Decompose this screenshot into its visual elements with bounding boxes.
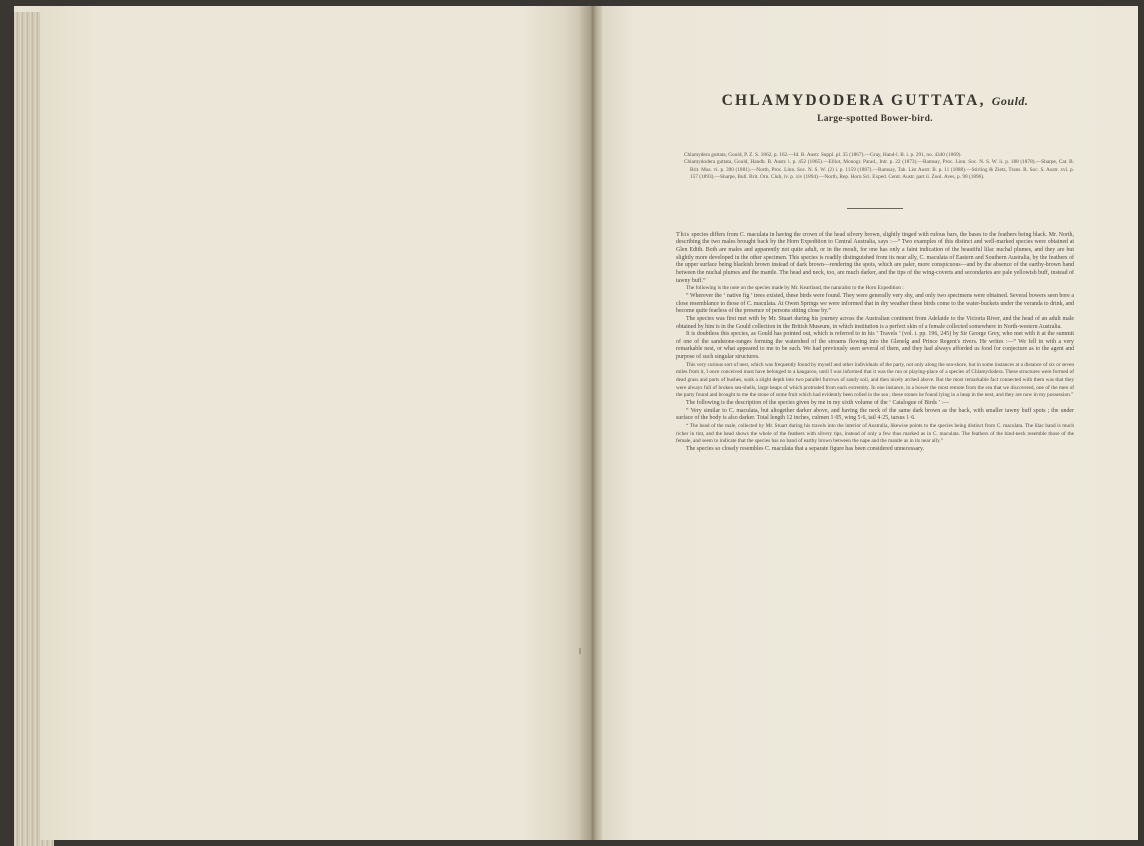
species-title bbox=[676, 92, 1074, 110]
paragraph bbox=[676, 231, 1074, 286]
species-name: CHLAMYDODERA GUTTATA, bbox=[721, 92, 986, 109]
paragraph: This very curious sort of nest, which was frequently found by myself and other individuals of the party, not only along the sea-shore, but in some instances at a distance of six or seven miles from it, I once conceived must have belonged to a kangaroo, until I was informed that it was the run or playing-place of a species of Chlamydodera. These structures were formed of dead grass and parts of bushes, sunk a slight depth into two parallel furrows of sandy soil, and then nicely arched above. But the most remarkable fact connected with them was that they were always full of broken sea-shells, large heaps of which protruded from each extremity. In one instance, in a bower the most remote from the sea that we discovered, one of the men of the party found and brought to me the stone of some fruit which had evidently been rolled in the sea ; these stones he found lying in a heap in the nest, and they are now in my possession.” bbox=[676, 361, 1075, 399]
paragraph: “ The head of the male, collected by Mr. Stuart during his travels into the interior of Australia, likewise points to the species being distinct from C. maculata. The lilac band is much richer in tint, and the head shows the whole of the feathers with silvery tips, instead of only a few thus marked as in C. maculata. The feathers of the hind-neck resemble those of the female, and seem to indicate that the species has no band of earthy brown between the nape and the mantle as in its near ally.” bbox=[676, 423, 1074, 445]
paragraph: The species so closely resembles C. maculata that a separate figure has been considered unnecessary. bbox=[686, 446, 925, 452]
paragraph: “ Wherever the ‘ native fig ’ trees existed, these birds were found. They were generally very shy, and only two specimens were obtained. Several bowers seen bore a close resemblance to those of C. maculata. At Owen Springs we were informed that in dry weather these birds come to the water-buckets under the veranda to drink, and become quite fearless of the presence of persons sitting close by.” bbox=[676, 292, 1074, 315]
book-gutter bbox=[580, 6, 604, 840]
synonymy-entry: Chlamydera guttata, Gould, P. Z. S. 1862, p. 162.—Id. B. Austr. Suppl. pl. 35 (1867).—Gray, Hand-l. B. i. p. 291, no. 4340 (1869). bbox=[684, 152, 962, 158]
synonymy-block bbox=[676, 152, 1074, 182]
paragraph: The following is the note on the species made by Mr. Keartland, the naturalist to the Horn Expedition : bbox=[686, 285, 904, 292]
paragraph: It is doubtless this species, as Gould has pointed out, which is referred to in his ‘ Travels ’ (vol. i. pp. 196, 245) by Sir George Grey, who met with it at the summit of one of the sandstone-ranges forming the watershed of the streams flowing into the Glenelg and Prince Regent's rivers. He writes :—“ We fell in with a very remarkable nest, or what appeared to me to be such. We had previously seen several of them, and they had always afforded us food for conjecture as to the agent and purpose of such singular structures. bbox=[676, 331, 1074, 361]
left-page-blank bbox=[40, 6, 586, 840]
body-text bbox=[676, 231, 1074, 454]
section-divider bbox=[847, 208, 903, 209]
paragraph-text: species differs from C. maculata in having the crown of the head silvery brown, slightly tinged with rufous bars, the bases to the feathers being black. Mr. North, describing the two males brought back by the Horn Expedition to Central Australia, says :—“ Two examples of this distinct and well-marked species were obtained at Glen Edith. Both are males and apparently not quite adult, or in the moult, for one has only a faint indication of the beautiful lilac nuchal plumes, and they are but slightly more developed in the other specimen. This species is readily distinguished from its near ally, C. maculata of Eastern and Southern Australia, by the feathers of the upper surface being blackish brown instead of dark brown—rendering the spots, which are paler, more conspicuous—and by the absence of the earthy-brown band between the nuchal plumes and the mantle. The head and neck, too, are much darker, and the tips of the wing-coverts and secondaries are pale yellowish buff, instead of tawny buff.” bbox=[676, 231, 1074, 284]
paragraph: “ Very similar to C. maculata, but altogether darker above, and having the neck of the same dark brown as the back, with smaller tawny buff spots ; the under surface of the body is also darker. Total length 12 inches, culmen 1·05, wing 5·6, tail 4·25, tarsus 1·6. bbox=[676, 407, 1074, 422]
page-content bbox=[676, 92, 1074, 454]
common-name: Large-spotted Bower-bird. bbox=[817, 114, 933, 124]
paper-mark bbox=[579, 648, 581, 654]
species-author: Gould. bbox=[991, 94, 1029, 108]
paragraph: The species was first met with by Mr. Stuart during his journey across the Australian continent from Adelaide to the Victoria River, and the head of an adult male obtained by him is in the Gould collection in the British Museum, in which institution is a perfect skin of a female collected somewhere in North-western Australia. bbox=[676, 315, 1074, 330]
paragraph: The following is the description of the species given by me in my sixth volume of the ‘ Catalogue of Birds ’ :— bbox=[686, 400, 949, 407]
synonymy-entry: Chlamydodera guttata, Gould, Handb. B. Austr. i. p. 452 (1865).—Elliot, Monogr. Parad., Intr. p. 22 (1873).—Ramsay, Proc. Linn. Soc. N. S. W. ii. p. 188 (1878).—Sharpe, Cat. B. Brit. Mus. vi. p. 390 (1881).—North, Proc. Linn. Soc. N. S. W. (2) i. p. 1159 (1887).—Ramsay, Tab. List Austr. B. p. 11 (1888).—Stirling & Zietz, Trans. R. Soc. S. Austr. xvi. p. 157 (1893).—Sharpe, Bull. Brit. Orn. Club, iv. p. xiv (1894).—North, Rep. Horn Sci. Exped. Centr. Austr. part ii. Zool. Aves, p. 90 (1896). bbox=[684, 159, 1074, 181]
opening-word: This bbox=[676, 230, 690, 238]
